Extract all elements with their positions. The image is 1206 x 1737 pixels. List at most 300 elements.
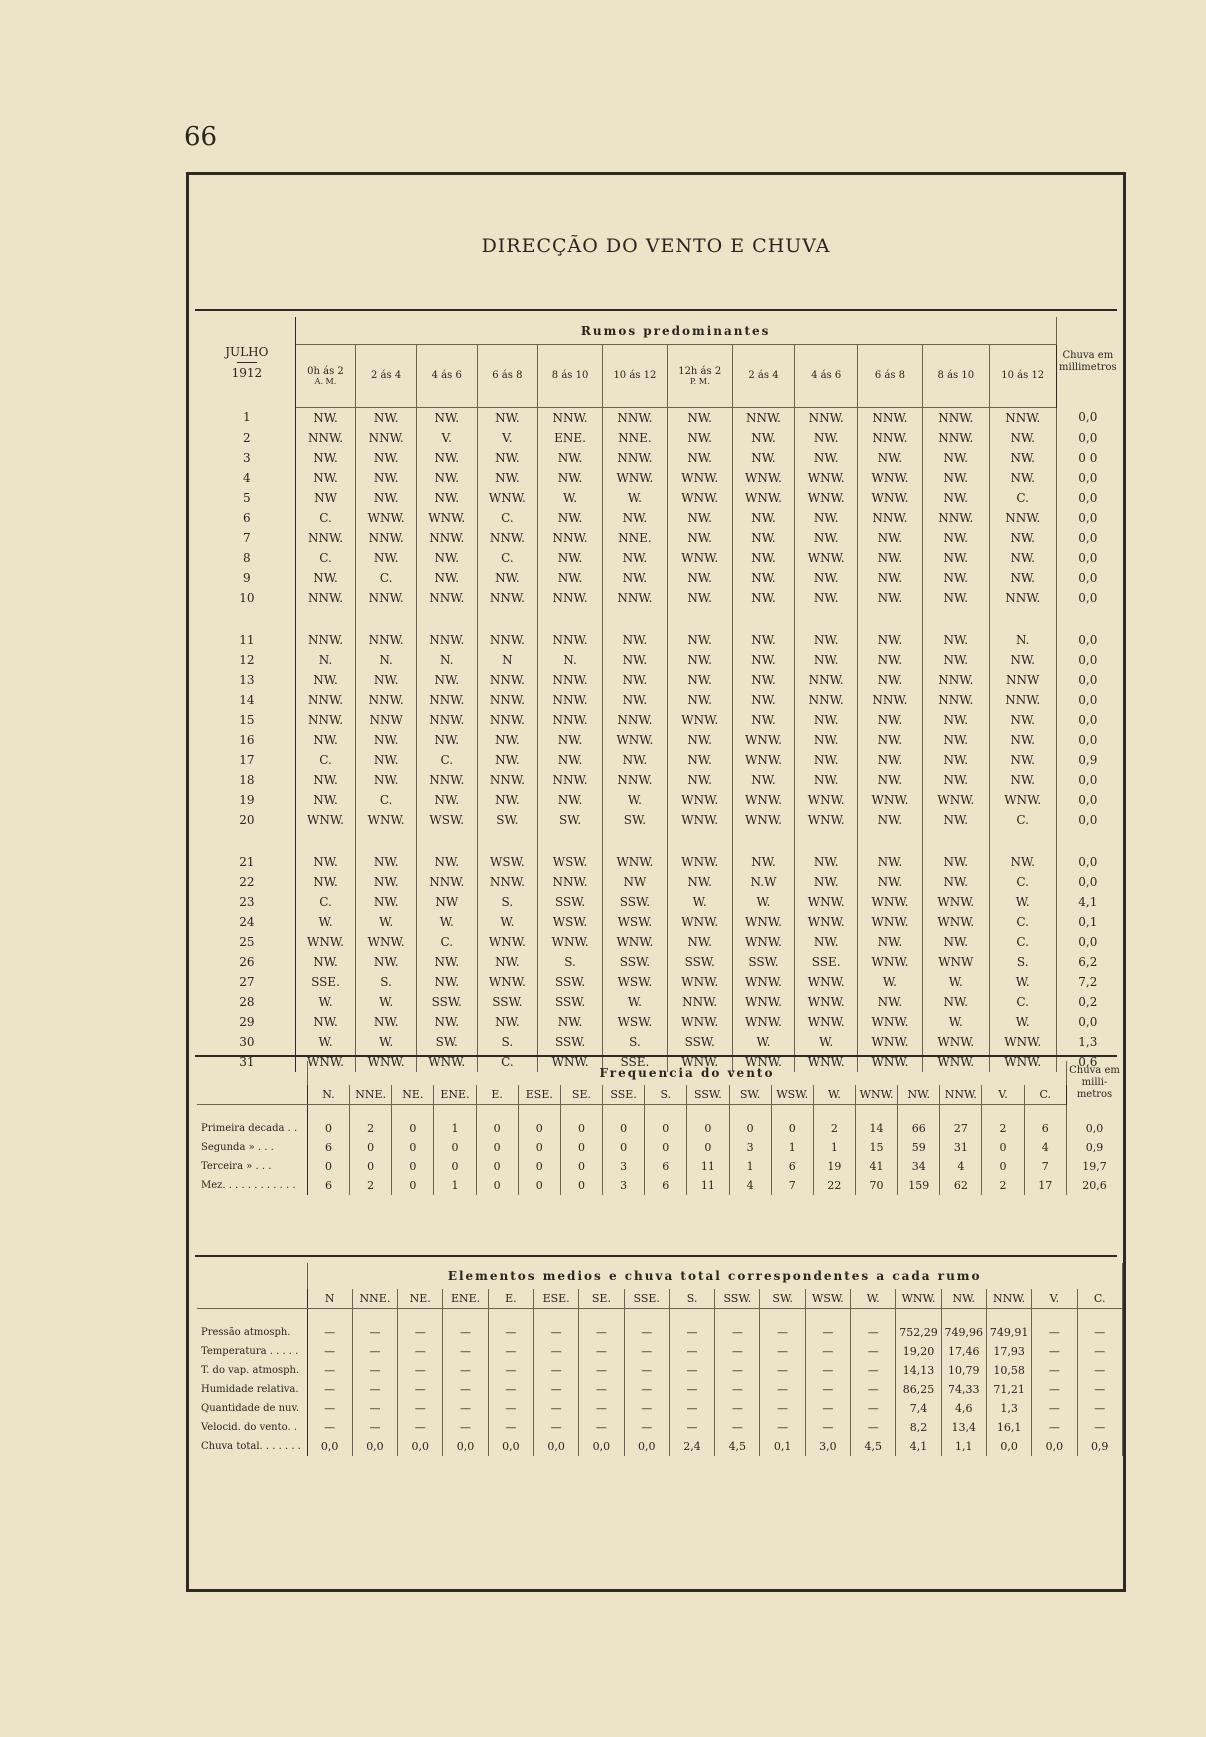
wind-direction-cell: NW. xyxy=(356,548,417,568)
column-header: SE. xyxy=(560,1085,602,1105)
wind-direction-cell: C. xyxy=(295,508,356,528)
wind-direction-cell: NW. xyxy=(416,952,477,972)
wind-direction-cell: NW. xyxy=(795,710,858,730)
wind-direction-cell: WNW. xyxy=(795,972,858,992)
value-cell: — xyxy=(533,1380,578,1399)
table-row xyxy=(199,568,1119,588)
wind-direction-cell: WNW. xyxy=(858,912,923,932)
hour-header xyxy=(538,345,603,407)
wind-direction-cell: SSW. xyxy=(477,992,538,1012)
wind-direction-cell: WNW. xyxy=(858,1032,923,1052)
value-cell: 0 xyxy=(687,1105,729,1139)
wind-direction-cell: SSW. xyxy=(538,892,603,912)
wind-direction-cell: NW. xyxy=(667,690,732,710)
page-title: DIRECÇÃO DO VENTO E CHUVA xyxy=(481,235,831,257)
table-row xyxy=(199,892,1119,912)
wind-direction-cell: NW. xyxy=(922,568,989,588)
wind-direction-cell: WNW. xyxy=(732,790,795,810)
wind-direction-cell: NNW. xyxy=(538,690,603,710)
value-cell: — xyxy=(669,1342,714,1361)
column-header: NNE. xyxy=(352,1289,397,1309)
divider xyxy=(195,1055,1117,1057)
column-header: S. xyxy=(669,1289,714,1309)
wind-direction-cell: WNW. xyxy=(922,1032,989,1052)
value-cell: — xyxy=(1077,1399,1122,1418)
wind-direction-cell: NW. xyxy=(922,770,989,790)
table-row xyxy=(197,1309,1122,1343)
wind-direction-cell: WSW. xyxy=(602,972,667,992)
value-cell: 0 xyxy=(518,1138,560,1157)
value-cell: — xyxy=(624,1342,669,1361)
value-cell: 0 xyxy=(982,1157,1024,1176)
wind-direction-cell: NNW. xyxy=(602,407,667,428)
value-cell: — xyxy=(805,1309,850,1343)
wind-direction-cell: W. xyxy=(732,1032,795,1052)
frequency-table xyxy=(197,1061,1122,1195)
value-cell: — xyxy=(443,1361,488,1380)
wind-direction-cell: NNW. xyxy=(538,710,603,730)
wind-direction-cell: WNW. xyxy=(795,912,858,932)
wind-direction-cell: NW. xyxy=(477,1012,538,1032)
row-label: Velocid. do vento. . xyxy=(197,1418,307,1437)
wind-direction-cell: WSW. xyxy=(538,852,603,872)
value-cell: — xyxy=(1077,1342,1122,1361)
table-row xyxy=(199,912,1119,932)
wind-direction-cell: NNW. xyxy=(295,690,356,710)
day-number: 24 xyxy=(199,912,295,932)
wind-direction-cell: NW. xyxy=(356,488,417,508)
wind-direction-cell: S. xyxy=(989,952,1056,972)
value-cell: 0 xyxy=(476,1105,518,1139)
value-cell: 2,4 xyxy=(669,1437,714,1456)
value-cell: — xyxy=(760,1418,805,1437)
value-cell: — xyxy=(443,1399,488,1418)
column-header: NNW. xyxy=(940,1085,982,1105)
wind-direction-cell: NW. xyxy=(732,670,795,690)
wind-direction-cell: NW. xyxy=(295,468,356,488)
value-cell: — xyxy=(443,1342,488,1361)
table-row xyxy=(199,508,1119,528)
wind-direction-cell: ENE. xyxy=(538,428,603,448)
wind-direction-cell: W. xyxy=(356,1032,417,1052)
wind-direction-cell: N.W xyxy=(732,872,795,892)
wind-direction-cell: W. xyxy=(795,1032,858,1052)
value-cell: — xyxy=(669,1309,714,1343)
row-label: Temperatura . . . . . xyxy=(197,1342,307,1361)
wind-direction-cell: NW. xyxy=(732,448,795,468)
day-number: 4 xyxy=(199,468,295,488)
table-frame xyxy=(186,172,1126,1592)
table-row xyxy=(199,770,1119,790)
hour-label: 2 ás 4 xyxy=(748,370,779,382)
wind-direction-cell: W. xyxy=(602,790,667,810)
wind-direction-cell: NW. xyxy=(858,710,923,730)
hour-header xyxy=(858,345,923,407)
wind-direction-cell: NW. xyxy=(795,428,858,448)
value-cell: — xyxy=(851,1361,896,1380)
table-row xyxy=(199,407,1119,428)
value-cell: — xyxy=(1077,1361,1122,1380)
value-cell: — xyxy=(1032,1342,1077,1361)
value-cell: 14,13 xyxy=(896,1361,941,1380)
wind-direction-cell: NW. xyxy=(602,690,667,710)
value-cell: 2 xyxy=(350,1105,392,1139)
wind-direction-cell: NW. xyxy=(858,852,923,872)
value-cell: 17,93 xyxy=(986,1342,1031,1361)
wind-direction-cell: NW xyxy=(416,892,477,912)
wind-direction-cell: NW. xyxy=(732,690,795,710)
value-cell: 11 xyxy=(687,1176,729,1195)
wind-direction-cell: C. xyxy=(477,548,538,568)
wind-direction-cell: NNW. xyxy=(602,448,667,468)
value-cell: 0,0 xyxy=(1032,1437,1077,1456)
table-row xyxy=(199,428,1119,448)
wind-direction-cell: NNW. xyxy=(295,428,356,448)
value-cell: — xyxy=(715,1418,760,1437)
wind-direction-cell: W. xyxy=(356,992,417,1012)
wind-direction-cell: NW. xyxy=(416,790,477,810)
row-label: T. do vap. atmosph. xyxy=(197,1361,307,1380)
table-row xyxy=(197,1157,1122,1176)
column-header: SSE. xyxy=(603,1085,645,1105)
value-cell: — xyxy=(624,1361,669,1380)
value-cell: 0,0 xyxy=(986,1437,1031,1456)
value-cell: — xyxy=(851,1399,896,1418)
rain-cell: 0 0 xyxy=(1056,448,1119,468)
table-row xyxy=(197,1105,1122,1139)
value-cell: 14 xyxy=(855,1105,897,1139)
wind-direction-cell: WNW. xyxy=(602,468,667,488)
value-cell: — xyxy=(805,1399,850,1418)
wind-direction-cell: NW. xyxy=(538,468,603,488)
value-cell: 8,2 xyxy=(896,1418,941,1437)
column-header: N. xyxy=(307,1085,349,1105)
value-cell: 31 xyxy=(940,1138,982,1157)
day-number: 5 xyxy=(199,488,295,508)
wind-direction-cell: NW. xyxy=(858,568,923,588)
column-header: E. xyxy=(476,1085,518,1105)
rain-cell: 0,0 xyxy=(1056,548,1119,568)
wind-direction-cell: N. xyxy=(295,650,356,670)
wind-direction-cell: NW. xyxy=(477,407,538,428)
rain-cell: 0,0 xyxy=(1056,790,1119,810)
day-number: 19 xyxy=(199,790,295,810)
value-cell: 7,4 xyxy=(896,1399,941,1418)
wind-direction-cell: W. xyxy=(295,992,356,1012)
value-cell: 0 xyxy=(771,1105,813,1139)
wind-direction-cell: NW. xyxy=(795,650,858,670)
value-cell: 159 xyxy=(898,1176,940,1195)
wind-direction-cell: S. xyxy=(477,1032,538,1052)
wind-direction-cell: WNW. xyxy=(667,972,732,992)
wind-direction-cell: NW. xyxy=(922,468,989,488)
wind-direction-cell: NW. xyxy=(538,568,603,588)
wind-direction-cell: NNW. xyxy=(922,670,989,690)
wind-direction-cell: WNW. xyxy=(667,1052,732,1072)
rain-cell: 0,0 xyxy=(1056,1012,1119,1032)
wind-direction-cell: WNW. xyxy=(795,790,858,810)
wind-direction-cell: NW. xyxy=(356,770,417,790)
wind-direction-cell: NW xyxy=(602,872,667,892)
wind-direction-cell: WNW. xyxy=(356,932,417,952)
wind-direction-cell: NNW. xyxy=(477,690,538,710)
wind-direction-cell: NNW. xyxy=(416,630,477,650)
rain-cell: 4,1 xyxy=(1056,892,1119,912)
value-cell: 6 xyxy=(307,1138,349,1157)
wind-direction-cell: NW. xyxy=(356,872,417,892)
wind-direction-cell: WNW. xyxy=(295,932,356,952)
wind-direction-cell: NW. xyxy=(602,508,667,528)
column-header: ENE. xyxy=(434,1085,476,1105)
wind-direction-cell: NNW. xyxy=(295,630,356,650)
value-cell: — xyxy=(443,1380,488,1399)
wind-direction-cell: W. xyxy=(356,912,417,932)
rain-cell: 0,0 xyxy=(1056,690,1119,710)
value-cell: 4,5 xyxy=(715,1437,760,1456)
wind-direction-cell: NW. xyxy=(538,548,603,568)
wind-direction-cell: NNW. xyxy=(416,872,477,892)
wind-direction-cell: WNW. xyxy=(989,1032,1056,1052)
wind-direction-cell: N. xyxy=(356,650,417,670)
table-row xyxy=(199,750,1119,770)
wind-direction-cell: SW. xyxy=(538,810,603,830)
table-row xyxy=(197,1342,1122,1361)
wind-direction-cell: C. xyxy=(989,912,1056,932)
value-cell: 34 xyxy=(898,1157,940,1176)
value-cell: — xyxy=(352,1309,397,1343)
wind-direction-cell: NW. xyxy=(732,770,795,790)
value-cell: — xyxy=(579,1418,624,1437)
wind-direction-cell: W. xyxy=(922,1012,989,1032)
wind-direction-cell: NW. xyxy=(858,548,923,568)
wind-direction-cell: NW. xyxy=(356,468,417,488)
wind-direction-cell: NNW. xyxy=(922,407,989,428)
wind-direction-cell: WNW. xyxy=(416,1052,477,1072)
wind-direction-cell: WNW. xyxy=(416,508,477,528)
day-number: 29 xyxy=(199,1012,295,1032)
rain-cell: 6,2 xyxy=(1056,952,1119,972)
wind-direction-cell: WNW. xyxy=(295,810,356,830)
wind-direction-cell: NW. xyxy=(477,730,538,750)
value-cell: 0,0 xyxy=(579,1437,624,1456)
wind-direction-cell: W. xyxy=(477,912,538,932)
wind-direction-cell: WNW. xyxy=(477,932,538,952)
wind-direction-cell: SW. xyxy=(416,1032,477,1052)
day-number: 28 xyxy=(199,992,295,1012)
value-cell: — xyxy=(398,1309,443,1343)
wind-direction-cell: NW. xyxy=(667,428,732,448)
hour-label: 4 ás 6 xyxy=(431,370,462,382)
value-cell: — xyxy=(352,1342,397,1361)
value-cell: 4,6 xyxy=(941,1399,986,1418)
value-cell: 10,79 xyxy=(941,1361,986,1380)
value-cell: — xyxy=(760,1380,805,1399)
wind-direction-cell: W. xyxy=(922,972,989,992)
wind-direction-cell: NW. xyxy=(795,730,858,750)
wind-direction-cell: WNW. xyxy=(989,1052,1056,1072)
value-cell: 1,1 xyxy=(941,1437,986,1456)
wind-direction-cell: W. xyxy=(295,1032,356,1052)
wind-direction-cell: NW. xyxy=(416,448,477,468)
group-title-frequencia: Frequencia do vento xyxy=(307,1061,1066,1085)
group-title-rumos: Rumos predominantes xyxy=(295,317,1056,345)
value-cell: — xyxy=(669,1418,714,1437)
table-row xyxy=(199,448,1119,468)
value-cell: 0 xyxy=(392,1176,434,1195)
value-cell: 0,0 xyxy=(443,1437,488,1456)
column-header: C. xyxy=(1077,1289,1122,1309)
value-cell: 16,1 xyxy=(986,1418,1031,1437)
wind-direction-cell: NW. xyxy=(922,810,989,830)
wind-direction-cell: NW. xyxy=(989,730,1056,750)
wind-direction-cell: C. xyxy=(477,508,538,528)
wind-direction-cell: S. xyxy=(477,892,538,912)
value-cell: 7 xyxy=(771,1176,813,1195)
wind-direction-cell: WNW. xyxy=(858,892,923,912)
wind-direction-cell: WNW. xyxy=(795,1052,858,1072)
rain-cell: 0,1 xyxy=(1056,912,1119,932)
row-label: Quantidade de nuv. xyxy=(197,1399,307,1418)
value-cell: 11 xyxy=(687,1157,729,1176)
wind-direction-cell: WNW. xyxy=(477,488,538,508)
value-cell: — xyxy=(715,1399,760,1418)
wind-direction-cell: NW. xyxy=(356,952,417,972)
wind-direction-cell: WNW. xyxy=(667,810,732,830)
wind-direction-cell: W. xyxy=(858,972,923,992)
wind-direction-cell: N. xyxy=(538,650,603,670)
table-row xyxy=(197,1399,1122,1418)
table-row xyxy=(199,852,1119,872)
wind-direction-cell: NW xyxy=(295,488,356,508)
wind-direction-cell: WNW. xyxy=(795,548,858,568)
table-row xyxy=(199,932,1119,952)
wind-direction-cell: NNW. xyxy=(732,407,795,428)
value-cell: 0 xyxy=(476,1176,518,1195)
column-header: SW. xyxy=(729,1085,771,1105)
wind-direction-cell: NW. xyxy=(538,448,603,468)
day-number: 11 xyxy=(199,630,295,650)
wind-direction-cell: NW. xyxy=(795,852,858,872)
column-header: E. xyxy=(488,1289,533,1309)
value-cell: 0 xyxy=(350,1138,392,1157)
wind-direction-cell: W. xyxy=(989,1012,1056,1032)
wind-direction-cell: NW. xyxy=(416,852,477,872)
wind-direction-cell: NW. xyxy=(538,1012,603,1032)
rain-cell: 0,0 xyxy=(1056,872,1119,892)
column-header: W. xyxy=(813,1085,855,1105)
column-header: ESE. xyxy=(533,1289,578,1309)
hour-header xyxy=(416,345,477,407)
value-cell: 2 xyxy=(982,1105,1024,1139)
rain-cell: 0,0 xyxy=(1067,1105,1123,1139)
wind-direction-cell: NW. xyxy=(732,630,795,650)
wind-direction-cell: WNW. xyxy=(295,1052,356,1072)
value-cell: 0 xyxy=(307,1157,349,1176)
wind-direction-cell: W. xyxy=(989,892,1056,912)
value-cell: — xyxy=(488,1380,533,1399)
hour-label: 6 ás 8 xyxy=(492,370,523,382)
column-header: SSE. xyxy=(624,1289,669,1309)
wind-direction-cell: WNW. xyxy=(667,790,732,810)
wind-direction-cell: SSE. xyxy=(295,972,356,992)
value-cell: 4,1 xyxy=(896,1437,941,1456)
wind-direction-cell: NNW. xyxy=(538,528,603,548)
page-number: 66 xyxy=(184,122,218,152)
wind-direction-cell: NW. xyxy=(795,630,858,650)
wind-direction-cell: NW. xyxy=(477,568,538,588)
wind-direction-cell: NW. xyxy=(858,872,923,892)
wind-direction-cell: WNW. xyxy=(858,952,923,972)
value-cell: — xyxy=(715,1361,760,1380)
table-row xyxy=(199,528,1119,548)
wind-direction-cell: S. xyxy=(538,952,603,972)
table-row xyxy=(199,630,1119,650)
wind-direction-cell: NNE. xyxy=(602,528,667,548)
freq-rain-header: Chuva em milli- metros xyxy=(1067,1061,1123,1105)
wind-direction-cell: NW. xyxy=(602,630,667,650)
wind-direction-cell: C. xyxy=(989,932,1056,952)
value-cell: 4 xyxy=(940,1157,982,1176)
hour-header xyxy=(667,345,732,407)
value-cell: — xyxy=(352,1380,397,1399)
wind-direction-cell: NNW. xyxy=(922,428,989,448)
wind-direction-cell: NW. xyxy=(732,710,795,730)
table-row xyxy=(199,1012,1119,1032)
wind-direction-cell: W. xyxy=(667,892,732,912)
divider xyxy=(195,1255,1117,1257)
hour-header xyxy=(989,345,1056,407)
value-cell: — xyxy=(1032,1361,1077,1380)
column-header: V. xyxy=(982,1085,1024,1105)
value-cell: 1,3 xyxy=(986,1399,1031,1418)
value-cell: 0,0 xyxy=(352,1437,397,1456)
wind-direction-cell: NW. xyxy=(602,750,667,770)
value-cell: — xyxy=(488,1399,533,1418)
value-cell: 0 xyxy=(687,1138,729,1157)
value-cell: — xyxy=(352,1399,397,1418)
value-cell: — xyxy=(579,1380,624,1399)
hour-label: 2 ás 4 xyxy=(371,370,402,382)
column-header: WNW. xyxy=(855,1085,897,1105)
value-cell: 19 xyxy=(813,1157,855,1176)
wind-direction-cell: NW. xyxy=(858,630,923,650)
wind-direction-cell: NNW. xyxy=(295,710,356,730)
wind-direction-cell: WNW. xyxy=(858,468,923,488)
wind-direction-cell: NW. xyxy=(295,407,356,428)
wind-direction-cell: NNW. xyxy=(795,690,858,710)
value-cell: — xyxy=(805,1361,850,1380)
wind-direction-cell: NW. xyxy=(667,528,732,548)
rain-cell: 0,0 xyxy=(1056,710,1119,730)
wind-direction-cell: NNE. xyxy=(602,428,667,448)
value-cell: — xyxy=(488,1418,533,1437)
value-cell: 27 xyxy=(940,1105,982,1139)
wind-direction-cell: N xyxy=(477,650,538,670)
column-header: NNE. xyxy=(350,1085,392,1105)
table-row xyxy=(199,670,1119,690)
value-cell: — xyxy=(352,1418,397,1437)
value-cell: 0 xyxy=(392,1157,434,1176)
column-header: ESE. xyxy=(518,1085,560,1105)
value-cell: — xyxy=(760,1399,805,1418)
wind-direction-cell: NW. xyxy=(858,650,923,670)
rain-cell: 7,2 xyxy=(1056,972,1119,992)
value-cell: — xyxy=(307,1399,352,1418)
value-cell: — xyxy=(398,1418,443,1437)
wind-direction-cell: NNW. xyxy=(602,770,667,790)
wind-direction-cell: NW. xyxy=(922,710,989,730)
column-header: V. xyxy=(1032,1289,1077,1309)
